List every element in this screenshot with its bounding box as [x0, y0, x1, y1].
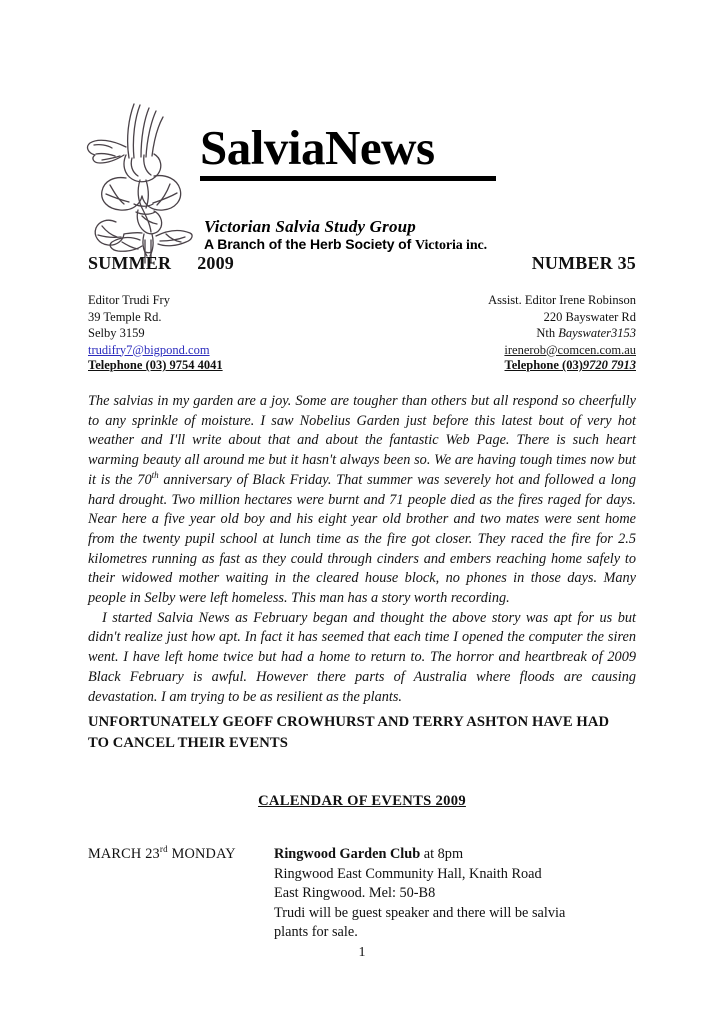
- ordinal-suffix-rd: rd: [159, 844, 168, 855]
- masthead: [0, 0, 724, 253]
- assistant-editor-email-link[interactable]: irenerob@comcen.com.au: [504, 342, 636, 357]
- announcement-line-1: UNFORTUNATELY GEOFF CROWHURST AND TERRY ASHTON HAVE HAD: [88, 714, 610, 730]
- issue-line: [88, 253, 636, 275]
- assistant-editor-street: 220 Bayswater Rd: [543, 309, 636, 324]
- editor-locality: Selby 3159: [88, 326, 145, 340]
- event-date-prefix: MARCH 23: [88, 846, 160, 862]
- issue-season-year: [88, 253, 234, 274]
- subtitle-branch-tail: Victoria inc.: [414, 238, 488, 253]
- event-venue-name: Ringwood Garden Club: [274, 846, 421, 862]
- assistant-editor-locality-suburb: Bayswater3153: [558, 326, 636, 340]
- event-details: [274, 845, 636, 943]
- calendar-heading: [0, 793, 724, 810]
- event-address-line-1: Ringwood East Community Hall, Knaith Road: [274, 865, 542, 882]
- editor-street: 39 Temple Rd.: [88, 309, 162, 324]
- subtitle-branch-main: A Branch of the Herb Society of: [204, 236, 415, 252]
- editor-contact: [88, 292, 210, 358]
- event-date-suffix: MONDAY: [167, 846, 236, 862]
- editorial-paragraph-1: [88, 392, 636, 609]
- ordinal-suffix-th: th: [151, 470, 159, 481]
- editorial-body: [88, 392, 636, 707]
- event-description-line-1: Trudi will be guest speaker and there will be salvia: [274, 904, 566, 921]
- issue-number: NUMBER 35: [531, 253, 636, 273]
- event-description-line-2: plants for sale.: [274, 924, 358, 940]
- event-title-line: [274, 845, 636, 865]
- publication-title-block: [200, 122, 640, 181]
- editor-email-link[interactable]: trudifry7@bigpond.com: [88, 342, 210, 357]
- assistant-editor-phone-prefix: Telephone (03): [504, 358, 583, 372]
- calendar-heading-text: CALENDAR OF EVENTS 2009: [258, 793, 466, 809]
- issue-year: 2009: [197, 253, 235, 273]
- subtitle-group: Victorian Salvia Study Group: [204, 217, 417, 236]
- assistant-editor-contact: [488, 292, 636, 358]
- announcement-line-2: TO CANCEL THEIR EVENTS: [88, 735, 288, 751]
- page-number: 1: [358, 945, 366, 960]
- editorial-paragraph-1-part2: anniversary of Black Friday. That summer was severely hot and followed a long hard drought. Two million hectares were burnt and 71 people died as the fires raged for days. Near here a five year old boy and his eight year old brother and two mates were sent home from the twenty pupil school at lunch time as the fire got closer. They raced the fire for 2.5 kilometres running as fast as they could through cinders and embers reaching home safely to their widowed mother waiting in the cleared house block, no phones in those days. Many people in Selby were left homeless. This man has a story worth recording.: [88, 471, 636, 607]
- subtitle-branch: [204, 236, 487, 254]
- assistant-editor-phone-number: 9720 7913: [582, 358, 636, 372]
- assistant-editor-locality-prefix: Nth: [536, 326, 559, 340]
- assistant-editor-locality: [488, 325, 636, 342]
- assistant-editor-phone: [505, 358, 637, 373]
- assistant-editor-role: Assist. Editor Irene Robinson: [488, 293, 636, 307]
- salvia-flower-icon: [82, 100, 202, 265]
- title-underline-rule: [200, 176, 496, 181]
- event-address-line-2: East Ringwood. Mel: 50-B8: [274, 885, 436, 901]
- editor-phone: Telephone (03) 9754 4041: [88, 358, 223, 372]
- page-title: SalviaNews: [200, 120, 435, 175]
- editorial-paragraph-1-part1: The salvias in my garden are a joy. Some are tougher than others but all respond so cheerfully to any sprinkle of moisture. I saw Nobelius Garden just before this latest bout of very hot weather and I'll write about that and about the fantastic Web Page. There is such heart warming beauty all around me but it hasn't always been so. We are having tough times now but it is the 70: [88, 393, 636, 488]
- event-time: at 8pm: [420, 846, 464, 862]
- cancellation-announcement: [88, 712, 636, 754]
- event-date: [88, 845, 236, 865]
- issue-season: SUMMER: [88, 253, 172, 273]
- phone-row: [88, 358, 636, 378]
- editorial-paragraph-2: I started Salvia News as February began and thought the above story was apt for us but didn't realize just how apt. In fact it has seemed that each time I opened the computer the siren went. I have left home twice but had a home to return to. The horror and heartbreak of 2009 Black February is awful. However there parts of Australia where floods are causing devastation. I am trying to be as resilient as the plants.: [88, 609, 636, 705]
- editor-role: Editor Trudi Fry: [88, 293, 170, 307]
